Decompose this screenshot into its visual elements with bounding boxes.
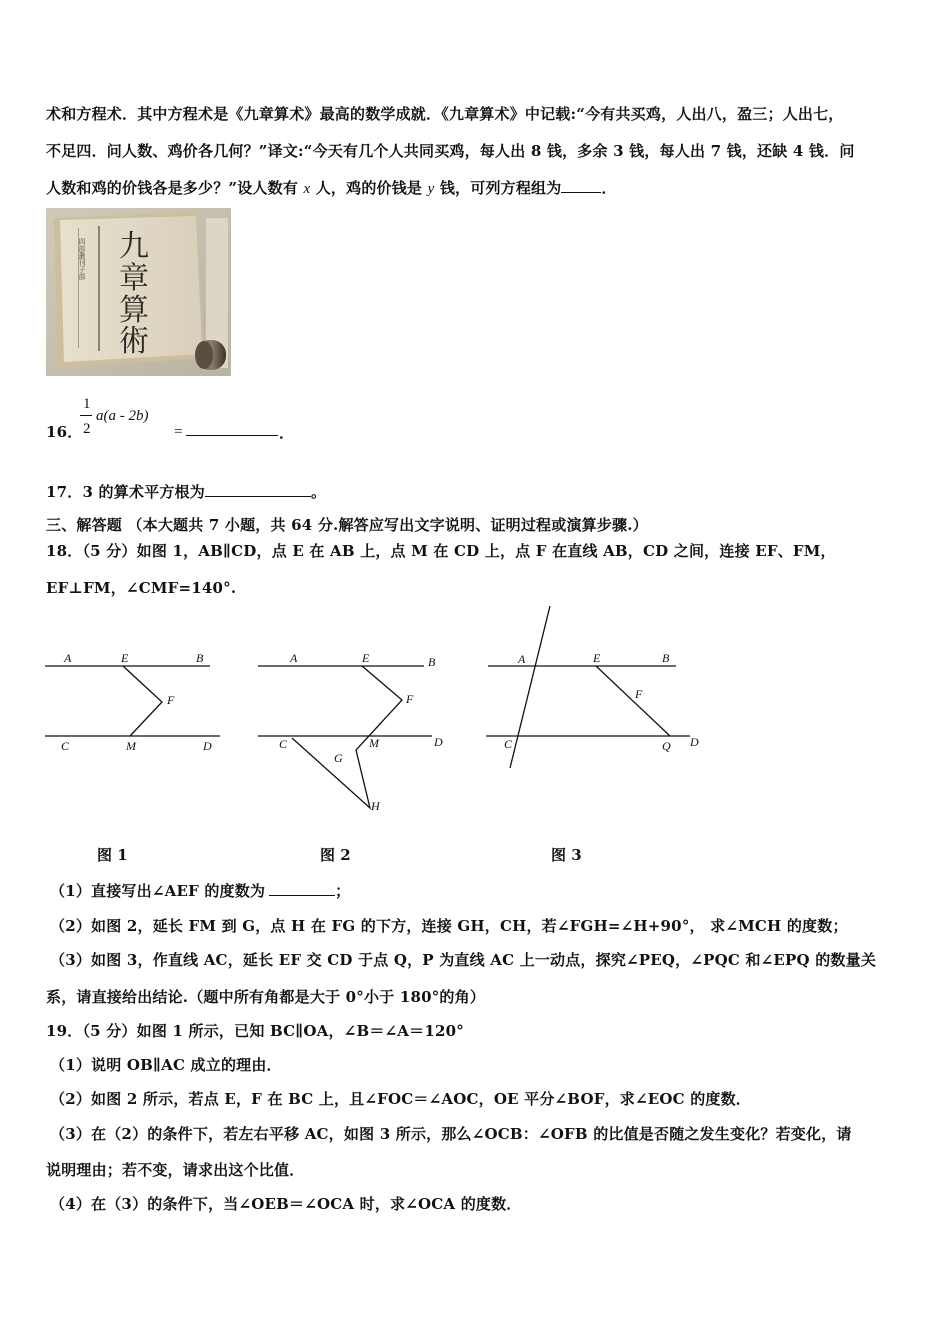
fig2-label-g: G bbox=[334, 751, 343, 765]
fig2-label-b: B bbox=[428, 655, 436, 669]
q16-numerator: 1 bbox=[83, 396, 91, 412]
fig1-segments-ef-fm bbox=[123, 666, 162, 736]
q17-end: 。 bbox=[310, 483, 327, 501]
fig3-label-q: Q bbox=[662, 739, 671, 753]
q19-sub3-line2: 说明理由；若不变，请求出这个比值． bbox=[46, 1161, 305, 1179]
fig2-label-c: C bbox=[279, 737, 288, 751]
fig1-label-b: B bbox=[196, 651, 204, 665]
q18-sub1-end: ； bbox=[335, 882, 351, 900]
q19-line1: 19．（5 分）如图 1 所示，已知 BC∥OA，∠B＝∠A＝120° bbox=[46, 1022, 464, 1040]
book-title-char-3: 算 bbox=[119, 293, 149, 328]
q18-sub2: （2）如图 2，延长 FM 到 G，点 H 在 FG 的下方，连接 GH，CH，若∠FGH=∠H+90°， 求∠MCH 的度数； bbox=[50, 917, 848, 935]
q18-line2: EF⊥FM，∠CMF=140°. bbox=[46, 579, 237, 597]
book-title-char-1: 九 bbox=[119, 229, 149, 264]
q15-line3-end: ． bbox=[601, 179, 617, 197]
q16-denominator: 2 bbox=[83, 421, 91, 437]
figure-3 bbox=[480, 600, 710, 775]
q19-sub1: （1）说明 OB∥AC 成立的理由． bbox=[50, 1056, 282, 1074]
q15-line1: 术和方程术．其中方程术是《九章算术》最高的数学成就．《九章算术》中记载:“今有共买鸡，人出八，盈三；人出七， bbox=[46, 105, 844, 123]
fig1-caption: 图 1 bbox=[97, 846, 128, 864]
book-title-char-4: 術 bbox=[119, 324, 149, 359]
q18-sub1-text: （1）直接写出∠AEF 的度数为 bbox=[50, 882, 266, 900]
var-x: x bbox=[303, 181, 311, 197]
fig3-line-ac bbox=[510, 606, 550, 768]
q18-line1: 18．（5 分）如图 1，AB∥CD，点 E 在 AB 上，点 M 在 CD 上，点 F 在直线 AB，CD 之间，连接 EF、FM， bbox=[46, 542, 836, 560]
q15-line3-b: 人，鸡的价钱是 bbox=[310, 179, 428, 197]
q16-fraction-bar bbox=[80, 415, 92, 416]
fig3-label-e: E bbox=[593, 651, 601, 665]
q19-sub3-line1: （3）在（2）的条件下，若左右平移 AC，如图 3 所示，那么∠OCB：∠OFB 的比值是否随之发生变化？若变化，请 bbox=[50, 1125, 852, 1143]
fig1-label-f: F bbox=[167, 693, 175, 707]
var-y: y bbox=[427, 181, 435, 197]
fig3-label-c: C bbox=[504, 737, 513, 751]
answer-blank-15 bbox=[561, 180, 601, 193]
section3-header: 三、解答题 （本大题共 7 小题，共 64 分.解答应写出文字说明、证明过程或演算步骤.） bbox=[46, 516, 648, 534]
answer-blank-17 bbox=[205, 484, 311, 497]
answer-blank-18-1 bbox=[269, 883, 335, 896]
q16-equals: = bbox=[174, 424, 183, 440]
book-side-text: 四部叢刊子部 bbox=[78, 238, 86, 280]
fig2-label-a: A bbox=[290, 651, 298, 665]
fig2-caption: 图 2 bbox=[320, 846, 351, 864]
q18-sub3-line1: （3）如图 3，作直线 AC，延长 EF 交 CD 于点 Q，P 为直线 AC 上一动点，探究∠PEQ，∠PQC 和∠EPQ 的数量关 bbox=[50, 951, 877, 969]
q16-end: ． bbox=[279, 424, 295, 442]
fig1-label-e: E bbox=[121, 651, 129, 665]
q15-line3 bbox=[46, 177, 617, 198]
q18-sub3-line2: 系，请直接给出结论.（题中所有角都是大于 0°小于 180°的角） bbox=[46, 988, 486, 1006]
q18-sub1 bbox=[50, 880, 350, 901]
q19-sub4: （4）在（3）的条件下，当∠OEB＝∠OCA 时，求∠OCA 的度数． bbox=[50, 1195, 522, 1213]
q17-text: 17．3 的算术平方根为 bbox=[46, 483, 205, 501]
q16-expression: a(a - 2b) bbox=[96, 408, 149, 424]
book-image bbox=[46, 208, 231, 376]
q16-number: 16． bbox=[46, 423, 83, 441]
figure-2 bbox=[252, 640, 452, 820]
q15-line3-a: 人数和鸡的价钱各是多少？”设人数有 bbox=[46, 179, 304, 197]
fig2-label-f: F bbox=[406, 692, 414, 706]
fig3-caption: 图 3 bbox=[551, 846, 582, 864]
figure-1 bbox=[40, 640, 230, 760]
fig3-label-d: D bbox=[690, 735, 699, 749]
answer-blank-16 bbox=[186, 423, 278, 436]
book-title-char-2: 章 bbox=[119, 261, 149, 296]
fig2-label-d: D bbox=[434, 735, 443, 749]
fig2-label-m: M bbox=[369, 736, 379, 750]
q19-sub2: （2）如图 2 所示，若点 E，F 在 BC 上，且∠FOC＝∠AOC，OE 平分∠BOF，求∠EOC 的度数． bbox=[50, 1090, 752, 1108]
fig1-label-c: C bbox=[61, 739, 70, 753]
fig1-label-d: D bbox=[203, 739, 212, 753]
q17-line bbox=[46, 481, 326, 502]
fig3-label-a: A bbox=[518, 652, 526, 666]
fig3-label-b: B bbox=[662, 651, 670, 665]
fig2-label-h: H bbox=[371, 799, 380, 813]
fig1-label-m: M bbox=[126, 739, 136, 753]
fig1-label-a: A bbox=[64, 651, 72, 665]
fig2-segments bbox=[292, 666, 402, 808]
q15-line3-c: 钱，可列方程组为 bbox=[434, 179, 562, 197]
fig3-label-f: F bbox=[635, 687, 643, 701]
fig3-segment-eq bbox=[596, 666, 670, 736]
q15-line2: 不足四．问人数、鸡价各几何？”译文:“今天有几个人共同买鸡，每人出 8 钱，多余 3 钱，每人出 7 钱，还缺 4 钱．问 bbox=[46, 142, 855, 160]
fig2-label-e: E bbox=[362, 651, 370, 665]
